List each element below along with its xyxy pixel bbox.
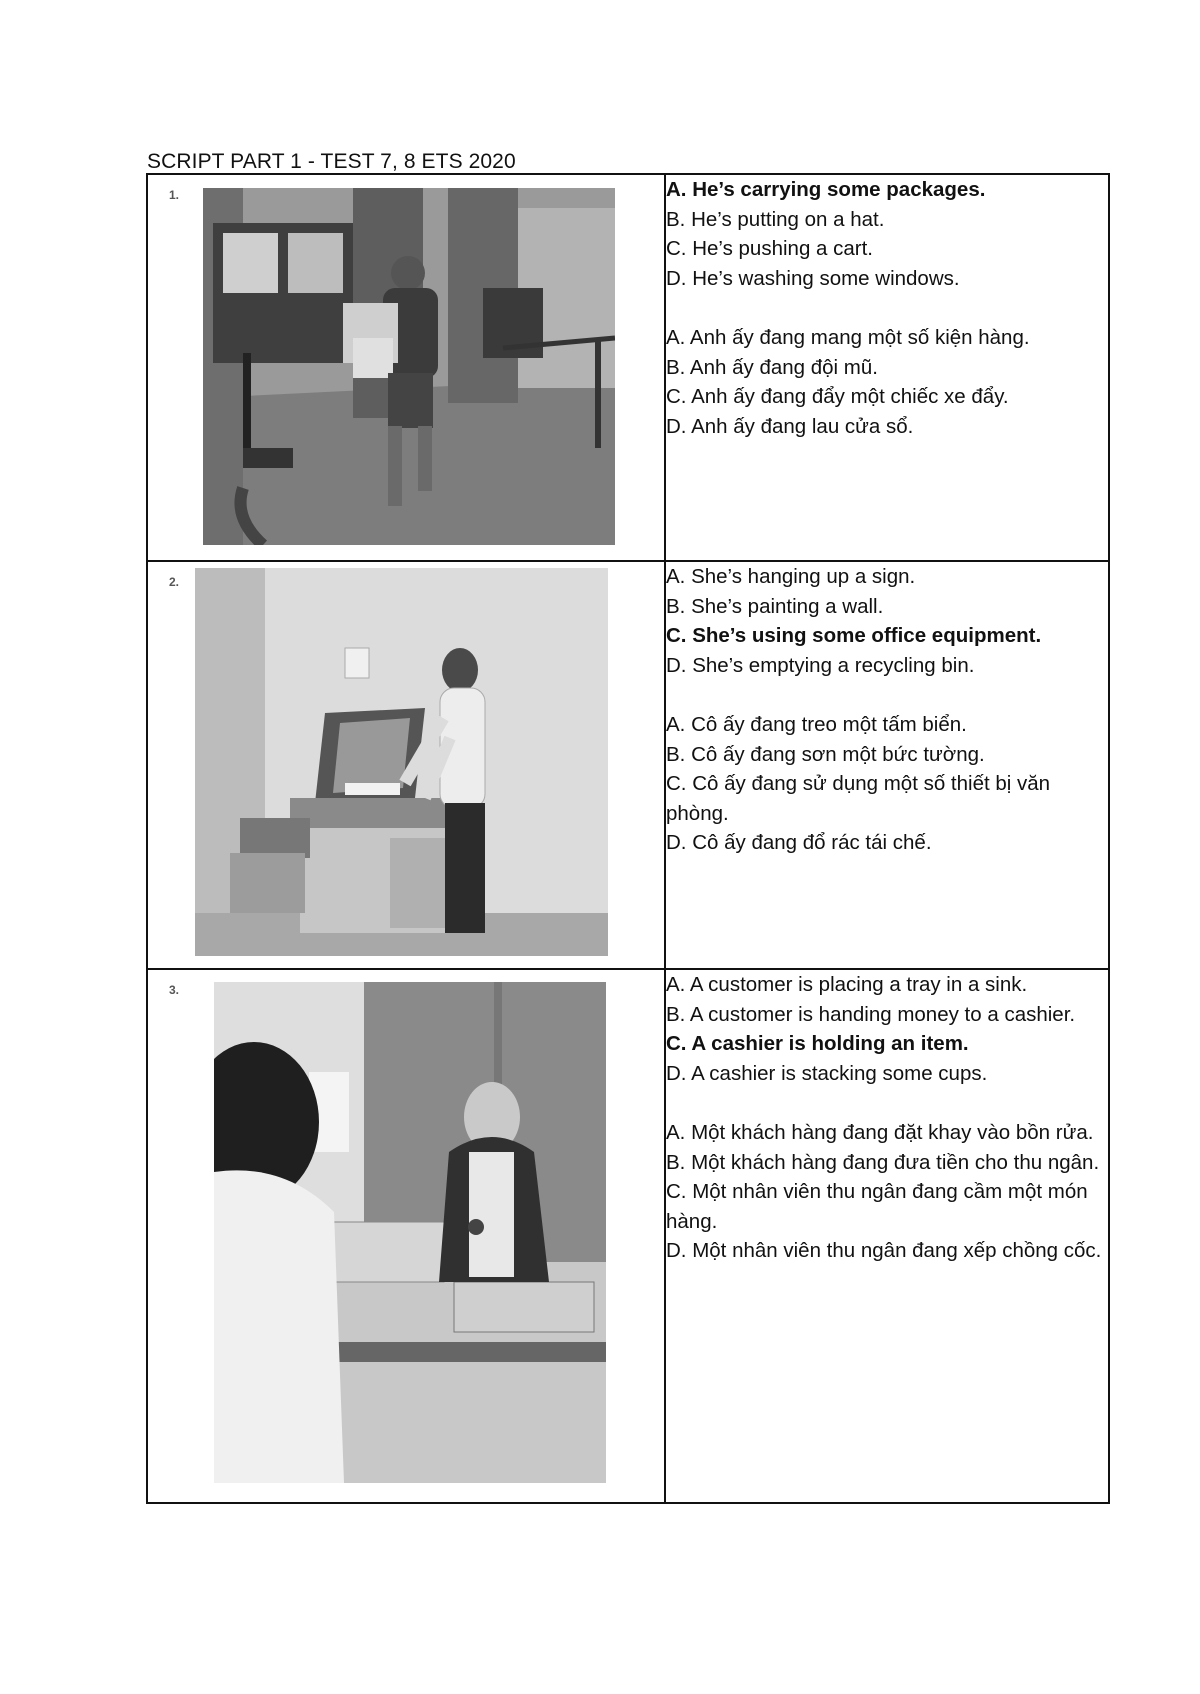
answer-option-en: A. She’s hanging up a sign. xyxy=(666,565,916,588)
answer-option-en: C. She’s using some office equipment. xyxy=(666,624,1042,648)
answer-option-vi: C. Một nhân viên thu ngân đang cầm một món hàng. xyxy=(666,1180,1088,1233)
photo-woman-using-copier xyxy=(195,568,608,956)
answer-option-vi: D. Cô ấy đang đổ rác tái chế. xyxy=(666,831,932,855)
answer-option-en: D. She’s emptying a recycling bin. xyxy=(666,653,975,677)
answer-option-vi: A. Một khách hàng đang đặt khay vào bồn rửa. xyxy=(666,1120,1094,1144)
question-number: 3. xyxy=(169,983,180,997)
photo-cell-1 xyxy=(147,174,665,561)
answer-option-vi: C. Anh ấy đang đẩy một chiếc xe đẩy. xyxy=(666,385,1009,409)
photo-cell-3 xyxy=(147,969,665,1503)
answer-option-en: C. He’s pushing a cart. xyxy=(666,237,874,261)
answer-option-en: A. He’s carrying some packages. xyxy=(666,178,986,201)
answers-cell-1 xyxy=(665,174,1109,561)
answer-option-en: C. A cashier is holding an item. xyxy=(666,1032,969,1056)
answers-cell-3 xyxy=(665,969,1109,1503)
question-number: 1. xyxy=(169,188,180,202)
answer-option-vi: B. Một khách hàng đang đưa tiền cho thu ngân. xyxy=(666,1150,1100,1174)
answer-option-en: B. A customer is handing money to a cashier. xyxy=(666,1002,1076,1026)
question-row-1 xyxy=(147,174,1109,561)
answer-option-vi: D. Anh ấy đang lau cửa sổ. xyxy=(666,414,914,438)
questions-table xyxy=(146,173,1110,1504)
answer-option-en: A. A customer is placing a tray in a sink. xyxy=(666,973,1028,996)
question-row-2 xyxy=(147,561,1109,969)
answer-option-vi: B. Cô ấy đang sơn một bức tường. xyxy=(666,742,985,766)
photo-cashier-holding-item xyxy=(214,982,606,1483)
answer-option-vi: D. Một nhân viên thu ngân đang xếp chồng cốc. xyxy=(666,1239,1102,1263)
answer-option-vi: A. Anh ấy đang mang một số kiện hàng. xyxy=(666,325,1030,349)
answer-option-en: D. He’s washing some windows. xyxy=(666,266,960,290)
document-title: SCRIPT PART 1 - TEST 7, 8 ETS 2020 xyxy=(147,150,516,173)
answer-option-vi: C. Cô ấy đang sử dụng một số thiết bị văn phòng. xyxy=(666,772,1051,825)
answer-option-en: B. He’s putting on a hat. xyxy=(666,207,885,231)
question-number: 2. xyxy=(169,575,180,589)
answers-cell-2 xyxy=(665,561,1109,969)
question-row-3 xyxy=(147,969,1109,1503)
answer-option-vi: A. Cô ấy đang treo một tấm biển. xyxy=(666,712,967,736)
answer-option-en: D. A cashier is stacking some cups. xyxy=(666,1061,988,1085)
photo-man-carrying-packages xyxy=(203,188,615,545)
answer-option-en: B. She’s painting a wall. xyxy=(666,594,884,618)
answer-option-vi: B. Anh ấy đang đội mũ. xyxy=(666,355,878,379)
photo-cell-2 xyxy=(147,561,665,969)
